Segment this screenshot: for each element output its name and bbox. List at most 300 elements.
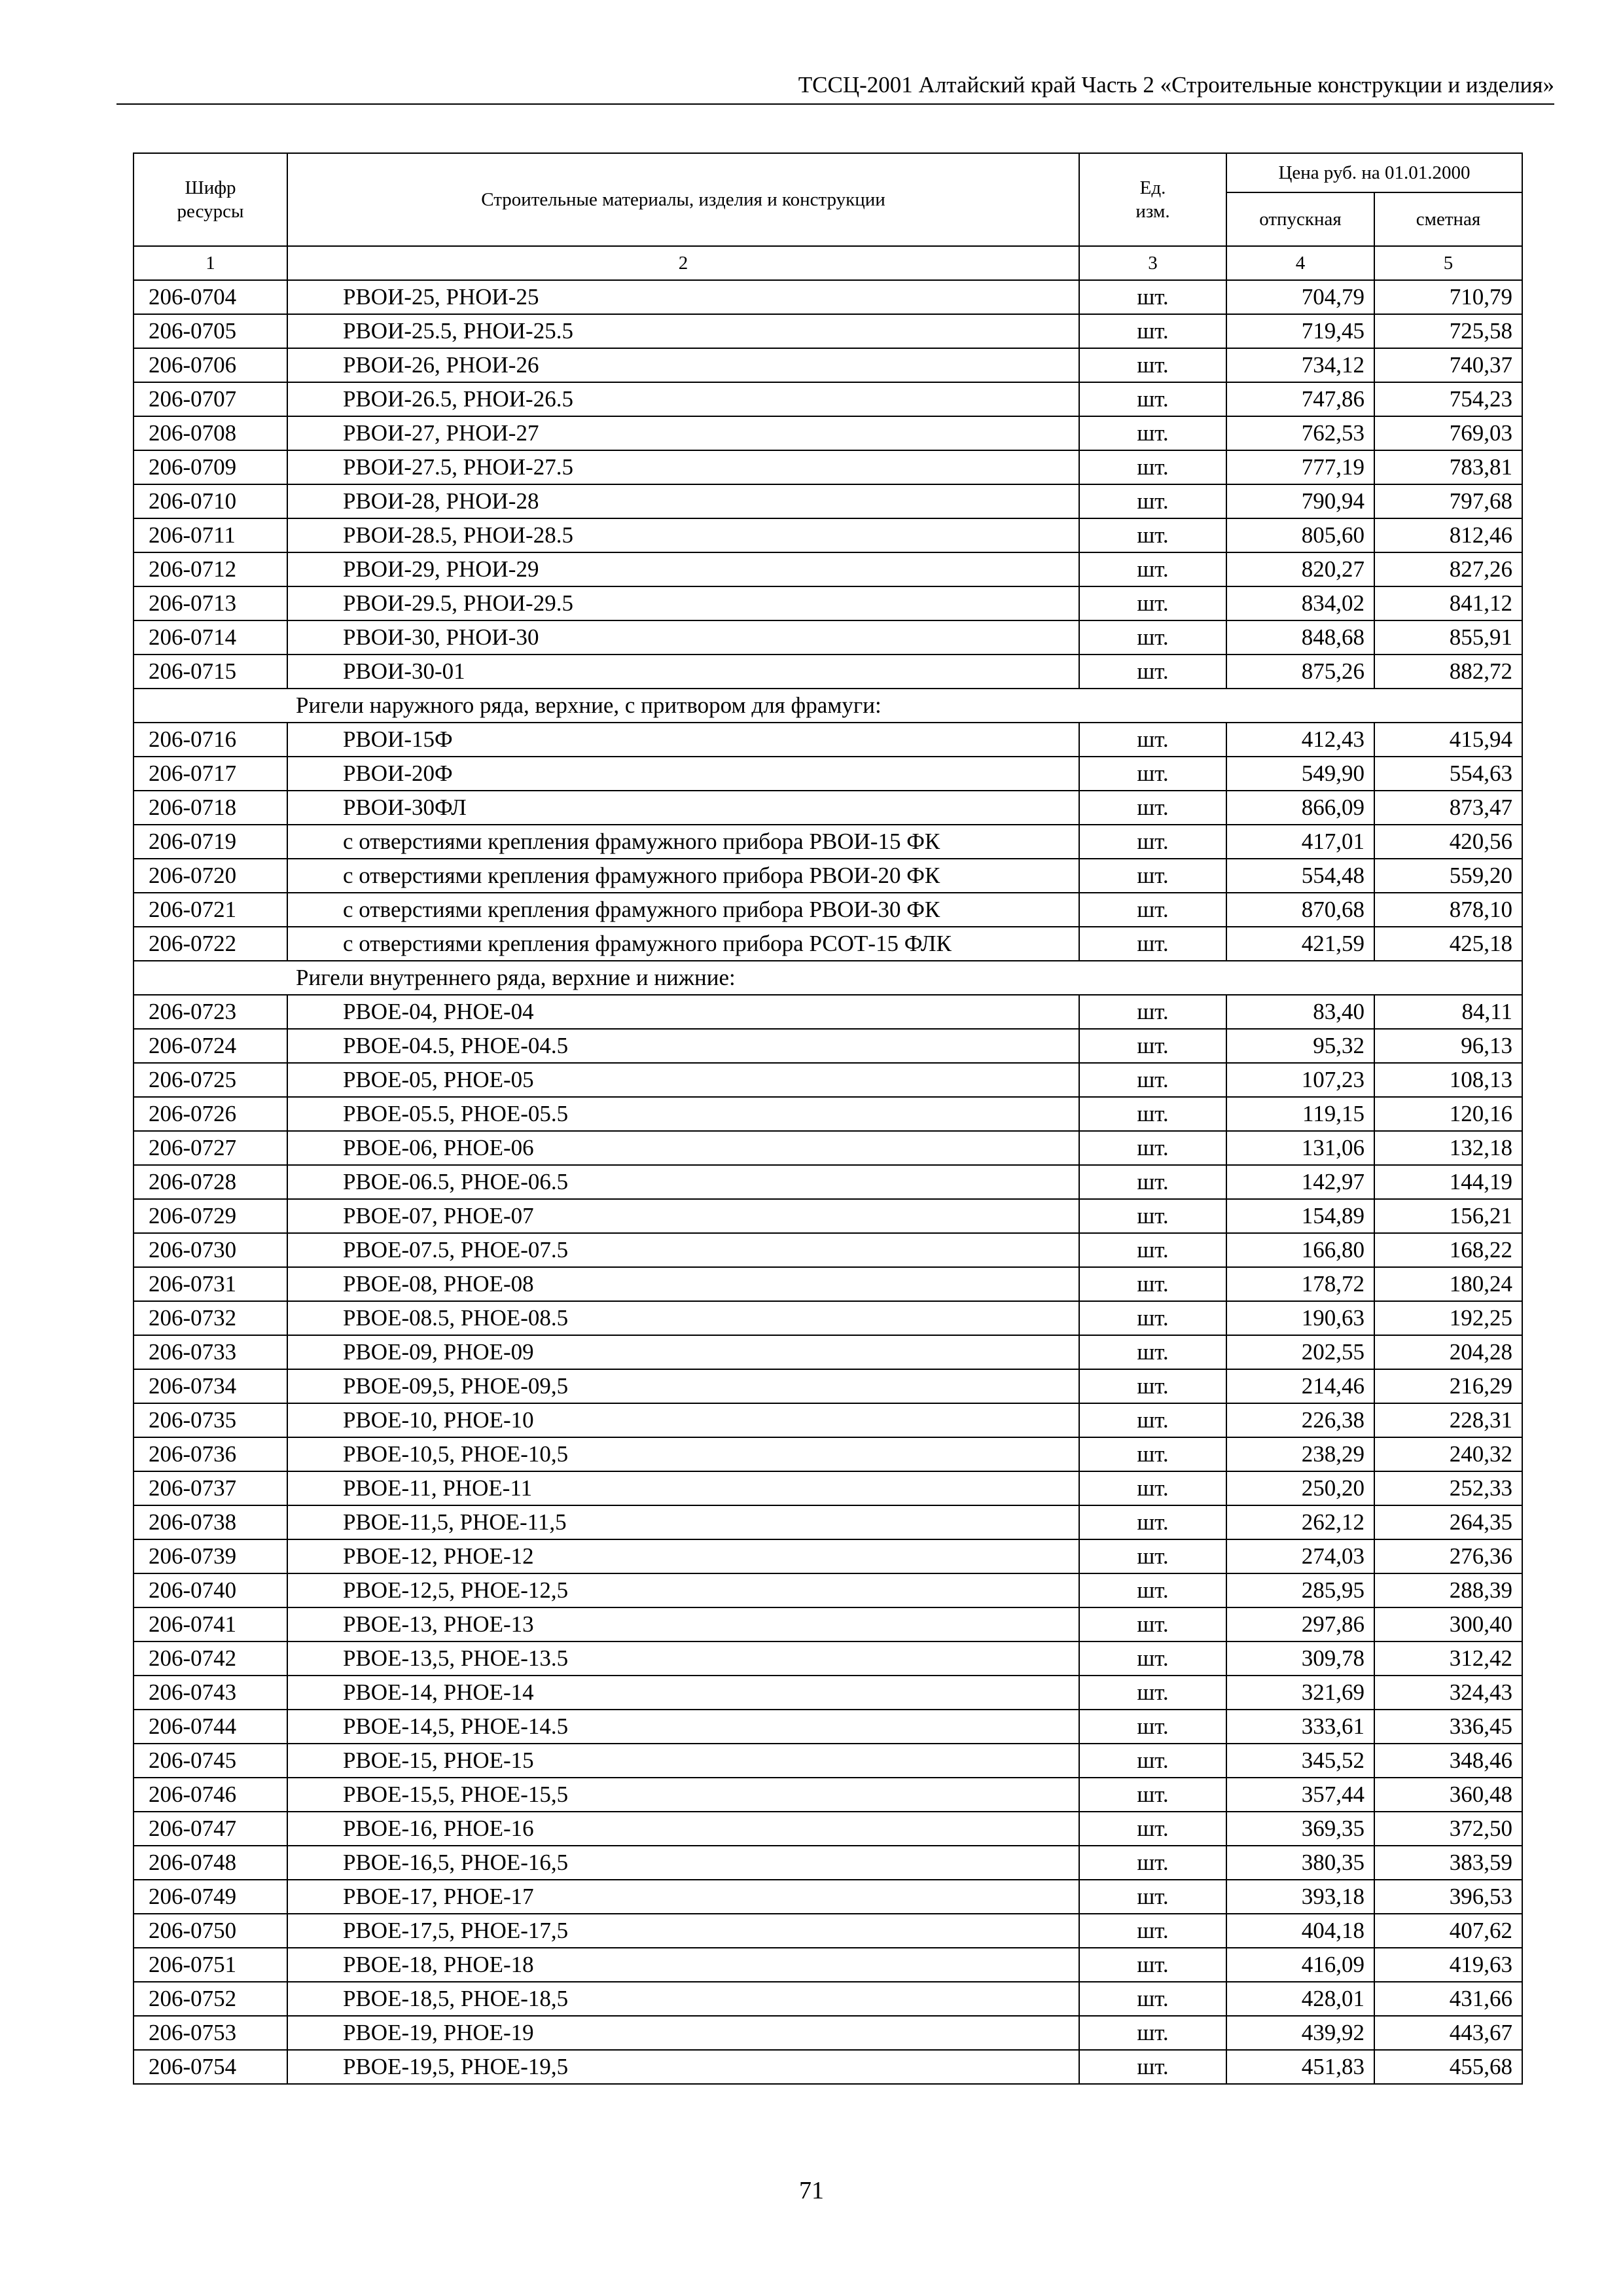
cell-estimate-price: 878,10 [1374, 893, 1522, 927]
cell-unit: шт. [1079, 1778, 1226, 1812]
cell-code: 206-0709 [134, 450, 287, 484]
cell-release-price: 107,23 [1226, 1063, 1374, 1097]
cell-code: 206-0713 [134, 586, 287, 620]
table-row [134, 859, 1522, 893]
table-row [134, 518, 1522, 552]
cell-unit: шт. [1079, 723, 1226, 757]
cell-unit: шт. [1079, 825, 1226, 859]
cell-release-price: 704,79 [1226, 280, 1374, 314]
cell-unit: шт. [1079, 1880, 1226, 1914]
cell-code: 206-0706 [134, 348, 287, 382]
table-row [134, 1471, 1522, 1505]
cell-name: РВОЕ-07, РНОЕ-07 [287, 1199, 1079, 1233]
cell-name: РВОЕ-06, РНОЕ-06 [287, 1131, 1079, 1165]
cell-unit: шт. [1079, 280, 1226, 314]
table-row [134, 484, 1522, 518]
cell-unit: шт. [1079, 1199, 1226, 1233]
cell-estimate-price: 168,22 [1374, 1233, 1522, 1267]
cell-estimate-price: 348,46 [1374, 1744, 1522, 1778]
cell-code: 206-0728 [134, 1165, 287, 1199]
cell-estimate-price: 855,91 [1374, 620, 1522, 655]
cell-code: 206-0747 [134, 1812, 287, 1846]
cell-code: 206-0751 [134, 1948, 287, 1982]
cell-name: РВОИ-30, РНОИ-30 [287, 620, 1079, 655]
cell-estimate-price: 797,68 [1374, 484, 1522, 518]
header-release-price: отпускная [1226, 192, 1374, 246]
cell-release-price: 131,06 [1226, 1131, 1374, 1165]
cell-release-price: 451,83 [1226, 2050, 1374, 2084]
cell-name: РВОИ-30-01 [287, 655, 1079, 689]
group-title: Ригели внутреннего ряда, верхние и нижние: [134, 961, 1522, 995]
cell-code: 206-0708 [134, 416, 287, 450]
cell-code: 206-0733 [134, 1335, 287, 1369]
cell-release-price: 178,72 [1226, 1267, 1374, 1301]
cell-release-price: 345,52 [1226, 1744, 1374, 1778]
table-row [134, 1914, 1522, 1948]
cell-name: РВОЕ-18,5, РНОЕ-18,5 [287, 1982, 1079, 2016]
cell-release-price: 417,01 [1226, 825, 1374, 859]
cell-estimate-price: 276,36 [1374, 1539, 1522, 1573]
cell-code: 206-0740 [134, 1573, 287, 1607]
cell-release-price: 719,45 [1226, 314, 1374, 348]
cell-release-price: 142,97 [1226, 1165, 1374, 1199]
table-row [134, 893, 1522, 927]
cell-name: РВОЕ-15, РНОЕ-15 [287, 1744, 1079, 1778]
cell-release-price: 421,59 [1226, 927, 1374, 961]
cell-unit: шт. [1079, 893, 1226, 927]
cell-release-price: 393,18 [1226, 1880, 1374, 1914]
table-row [134, 620, 1522, 655]
table-row [134, 1335, 1522, 1369]
cell-unit: шт. [1079, 791, 1226, 825]
cell-unit: шт. [1079, 1369, 1226, 1403]
cell-code: 206-0732 [134, 1301, 287, 1335]
cell-estimate-price: 372,50 [1374, 1812, 1522, 1846]
cell-name: с отверстиями крепления фрамужного прибора РВОИ-20 ФК [287, 859, 1079, 893]
table-row [134, 1165, 1522, 1199]
header-code: Шифр ресурсы [134, 153, 287, 246]
table-row [134, 1233, 1522, 1267]
cell-name: РВОИ-26.5, РНОИ-26.5 [287, 382, 1079, 416]
cell-release-price: 274,03 [1226, 1539, 1374, 1573]
cell-unit: шт. [1079, 1573, 1226, 1607]
cell-unit: шт. [1079, 2050, 1226, 2084]
cell-code: 206-0745 [134, 1744, 287, 1778]
cell-name: РВОИ-27, РНОИ-27 [287, 416, 1079, 450]
cell-code: 206-0743 [134, 1676, 287, 1710]
cell-release-price: 238,29 [1226, 1437, 1374, 1471]
cell-code: 206-0739 [134, 1539, 287, 1573]
cell-release-price: 285,95 [1226, 1573, 1374, 1607]
cell-release-price: 297,86 [1226, 1607, 1374, 1641]
table-row [134, 1097, 1522, 1131]
table-row [134, 927, 1522, 961]
cell-code: 206-0754 [134, 2050, 287, 2084]
cell-unit: шт. [1079, 1063, 1226, 1097]
table-row [134, 723, 1522, 757]
table-row [134, 1403, 1522, 1437]
cell-code: 206-0734 [134, 1369, 287, 1403]
cell-estimate-price: 84,11 [1374, 995, 1522, 1029]
cell-unit: шт. [1079, 1301, 1226, 1335]
cell-release-price: 226,38 [1226, 1403, 1374, 1437]
table-row [134, 1063, 1522, 1097]
cell-release-price: 439,92 [1226, 2016, 1374, 2050]
cell-release-price: 309,78 [1226, 1641, 1374, 1676]
cell-name: РВОЕ-16, РНОЕ-16 [287, 1812, 1079, 1846]
cell-name: РВОЕ-05.5, РНОЕ-05.5 [287, 1097, 1079, 1131]
table-row [134, 825, 1522, 859]
table-row [134, 1744, 1522, 1778]
cell-unit: шт. [1079, 1403, 1226, 1437]
cell-code: 206-0727 [134, 1131, 287, 1165]
cell-release-price: 554,48 [1226, 859, 1374, 893]
cell-code: 206-0730 [134, 1233, 287, 1267]
cell-code: 206-0717 [134, 757, 287, 791]
cell-release-price: 404,18 [1226, 1914, 1374, 1948]
cell-release-price: 166,80 [1226, 1233, 1374, 1267]
cell-name: с отверстиями крепления фрамужного прибора РВОИ-15 ФК [287, 825, 1079, 859]
table-row [134, 2050, 1522, 2084]
cell-unit: шт. [1079, 1744, 1226, 1778]
cell-unit: шт. [1079, 1029, 1226, 1063]
cell-release-price: 747,86 [1226, 382, 1374, 416]
cell-unit: шт. [1079, 1131, 1226, 1165]
cell-name: РВОЕ-07.5, РНОЕ-07.5 [287, 1233, 1079, 1267]
cell-code: 206-0725 [134, 1063, 287, 1097]
cell-name: РВОЕ-12, РНОЕ-12 [287, 1539, 1079, 1573]
cell-name: РВОЕ-17, РНОЕ-17 [287, 1880, 1079, 1914]
cell-estimate-price: 812,46 [1374, 518, 1522, 552]
cell-release-price: 875,26 [1226, 655, 1374, 689]
cell-name: РВОЕ-05, РНОЕ-05 [287, 1063, 1079, 1097]
cell-estimate-price: 300,40 [1374, 1607, 1522, 1641]
cell-code: 206-0704 [134, 280, 287, 314]
cell-unit: шт. [1079, 1982, 1226, 2016]
table-row [134, 1710, 1522, 1744]
cell-name: РВОЕ-04.5, РНОЕ-04.5 [287, 1029, 1079, 1063]
group-row [134, 961, 1522, 995]
cell-unit: шт. [1079, 1676, 1226, 1710]
cell-unit: шт. [1079, 620, 1226, 655]
cell-release-price: 262,12 [1226, 1505, 1374, 1539]
cell-name: РВОИ-28.5, РНОИ-28.5 [287, 518, 1079, 552]
cell-code: 206-0719 [134, 825, 287, 859]
cell-unit: шт. [1079, 1267, 1226, 1301]
cell-estimate-price: 204,28 [1374, 1335, 1522, 1369]
cell-name: РВОЕ-15,5, РНОЕ-15,5 [287, 1778, 1079, 1812]
cell-name: РВОИ-29, РНОИ-29 [287, 552, 1079, 586]
cell-estimate-price: 455,68 [1374, 2050, 1522, 2084]
cell-estimate-price: 425,18 [1374, 927, 1522, 961]
cell-unit: шт. [1079, 927, 1226, 961]
cell-name: РВОЕ-10,5, РНОЕ-10,5 [287, 1437, 1079, 1471]
cell-unit: шт. [1079, 348, 1226, 382]
table-row [134, 1505, 1522, 1539]
cell-estimate-price: 882,72 [1374, 655, 1522, 689]
price-table [133, 152, 1523, 2085]
cell-unit: шт. [1079, 757, 1226, 791]
cell-estimate-price: 841,12 [1374, 586, 1522, 620]
table-row [134, 552, 1522, 586]
cell-code: 206-0705 [134, 314, 287, 348]
cell-code: 206-0748 [134, 1846, 287, 1880]
table-row [134, 382, 1522, 416]
cell-name: РВОИ-30ФЛ [287, 791, 1079, 825]
cell-estimate-price: 216,29 [1374, 1369, 1522, 1403]
table-row [134, 1778, 1522, 1812]
cell-code: 206-0738 [134, 1505, 287, 1539]
cell-unit: шт. [1079, 1505, 1226, 1539]
cell-estimate-price: 710,79 [1374, 280, 1522, 314]
cell-estimate-price: 396,53 [1374, 1880, 1522, 1914]
cell-release-price: 214,46 [1226, 1369, 1374, 1403]
cell-unit: шт. [1079, 314, 1226, 348]
cell-estimate-price: 108,13 [1374, 1063, 1522, 1097]
cell-estimate-price: 383,59 [1374, 1846, 1522, 1880]
table-row [134, 586, 1522, 620]
cell-unit: шт. [1079, 1846, 1226, 1880]
cell-name: РВОИ-29.5, РНОИ-29.5 [287, 586, 1079, 620]
cell-code: 206-0724 [134, 1029, 287, 1063]
cell-unit: шт. [1079, 1233, 1226, 1267]
cell-unit: шт. [1079, 995, 1226, 1029]
table-row [134, 1437, 1522, 1471]
cell-release-price: 777,19 [1226, 450, 1374, 484]
cell-release-price: 190,63 [1226, 1301, 1374, 1335]
cell-estimate-price: 96,13 [1374, 1029, 1522, 1063]
cell-estimate-price: 252,33 [1374, 1471, 1522, 1505]
table-row [134, 1812, 1522, 1846]
cell-name: РВОЕ-17,5, РНОЕ-17,5 [287, 1914, 1079, 1948]
table-row [134, 1607, 1522, 1641]
cell-code: 206-0714 [134, 620, 287, 655]
table-row [134, 655, 1522, 689]
table-row [134, 1539, 1522, 1573]
cell-release-price: 333,61 [1226, 1710, 1374, 1744]
table-row [134, 416, 1522, 450]
table-row [134, 1267, 1522, 1301]
cell-unit: шт. [1079, 1471, 1226, 1505]
table-row [134, 1982, 1522, 2016]
cell-name: РВОЕ-13, РНОЕ-13 [287, 1607, 1079, 1641]
cell-estimate-price: 180,24 [1374, 1267, 1522, 1301]
cell-code: 206-0752 [134, 1982, 287, 2016]
cell-name: РВОИ-20Ф [287, 757, 1079, 791]
table-row [134, 791, 1522, 825]
cell-estimate-price: 783,81 [1374, 450, 1522, 484]
cell-unit: шт. [1079, 655, 1226, 689]
cell-name: РВОЕ-19, РНОЕ-19 [287, 2016, 1079, 2050]
cell-unit: шт. [1079, 1607, 1226, 1641]
cell-unit: шт. [1079, 1437, 1226, 1471]
cell-release-price: 412,43 [1226, 723, 1374, 757]
cell-estimate-price: 156,21 [1374, 1199, 1522, 1233]
cell-unit: шт. [1079, 1165, 1226, 1199]
cell-estimate-price: 132,18 [1374, 1131, 1522, 1165]
table-row [134, 280, 1522, 314]
table-row [134, 348, 1522, 382]
cell-code: 206-0723 [134, 995, 287, 1029]
cell-estimate-price: 559,20 [1374, 859, 1522, 893]
cell-code: 206-0736 [134, 1437, 287, 1471]
cell-name: РВОИ-26, РНОИ-26 [287, 348, 1079, 382]
cell-name: РВОЕ-19,5, РНОЕ-19,5 [287, 2050, 1079, 2084]
cell-unit: шт. [1079, 382, 1226, 416]
group-row [134, 689, 1522, 723]
cell-release-price: 380,35 [1226, 1846, 1374, 1880]
page-running-header: ТССЦ-2001 Алтайский край Часть 2 «Строительные конструкции и изделия» [798, 72, 1554, 98]
table-row [134, 1199, 1522, 1233]
cell-release-price: 820,27 [1226, 552, 1374, 586]
cell-release-price: 428,01 [1226, 1982, 1374, 2016]
table-row [134, 995, 1522, 1029]
cell-code: 206-0715 [134, 655, 287, 689]
table-row [134, 1029, 1522, 1063]
cell-name: РВОЕ-12,5, РНОЕ-12,5 [287, 1573, 1079, 1607]
cell-code: 206-0750 [134, 1914, 287, 1948]
cell-release-price: 154,89 [1226, 1199, 1374, 1233]
column-number: 4 [1226, 246, 1374, 280]
table-row [134, 1301, 1522, 1335]
cell-unit: шт. [1079, 586, 1226, 620]
cell-name: РВОЕ-13,5, РНОЕ-13.5 [287, 1641, 1079, 1676]
page-number: 71 [799, 2177, 824, 2204]
cell-name: РВОЕ-04, РНОЕ-04 [287, 995, 1079, 1029]
cell-unit: шт. [1079, 552, 1226, 586]
cell-name: РВОИ-25.5, РНОИ-25.5 [287, 314, 1079, 348]
cell-release-price: 369,35 [1226, 1812, 1374, 1846]
cell-release-price: 762,53 [1226, 416, 1374, 450]
cell-estimate-price: 740,37 [1374, 348, 1522, 382]
cell-estimate-price: 324,43 [1374, 1676, 1522, 1710]
cell-name: РВОЕ-08.5, РНОЕ-08.5 [287, 1301, 1079, 1335]
cell-name: РВОЕ-18, РНОЕ-18 [287, 1948, 1079, 1982]
table-row [134, 1880, 1522, 1914]
cell-release-price: 790,94 [1226, 484, 1374, 518]
cell-release-price: 549,90 [1226, 757, 1374, 791]
cell-release-price: 866,09 [1226, 791, 1374, 825]
cell-code: 206-0711 [134, 518, 287, 552]
cell-code: 206-0726 [134, 1097, 287, 1131]
table-row [134, 1573, 1522, 1607]
cell-name: РВОЕ-16,5, РНОЕ-16,5 [287, 1846, 1079, 1880]
table-row [134, 1846, 1522, 1880]
cell-release-price: 357,44 [1226, 1778, 1374, 1812]
cell-unit: шт. [1079, 1097, 1226, 1131]
cell-release-price: 834,02 [1226, 586, 1374, 620]
cell-unit: шт. [1079, 1948, 1226, 1982]
cell-release-price: 95,32 [1226, 1029, 1374, 1063]
cell-release-price: 83,40 [1226, 995, 1374, 1029]
cell-name: РВОИ-27.5, РНОИ-27.5 [287, 450, 1079, 484]
cell-estimate-price: 554,63 [1374, 757, 1522, 791]
cell-name: РВОЕ-10, РНОЕ-10 [287, 1403, 1079, 1437]
header-divider [116, 103, 1554, 105]
column-number: 1 [134, 246, 287, 280]
cell-estimate-price: 420,56 [1374, 825, 1522, 859]
cell-estimate-price: 443,67 [1374, 2016, 1522, 2050]
cell-estimate-price: 120,16 [1374, 1097, 1522, 1131]
cell-code: 206-0722 [134, 927, 287, 961]
cell-code: 206-0707 [134, 382, 287, 416]
table-row [134, 1676, 1522, 1710]
cell-release-price: 202,55 [1226, 1335, 1374, 1369]
cell-unit: шт. [1079, 1812, 1226, 1846]
cell-name: РВОЕ-06.5, РНОЕ-06.5 [287, 1165, 1079, 1199]
table-row [134, 1641, 1522, 1676]
column-number: 2 [287, 246, 1079, 280]
group-title: Ригели наружного ряда, верхние, с притвором для фрамуги: [134, 689, 1522, 723]
cell-estimate-price: 144,19 [1374, 1165, 1522, 1199]
column-number: 5 [1374, 246, 1522, 280]
cell-code: 206-0737 [134, 1471, 287, 1505]
cell-name: РВОЕ-08, РНОЕ-08 [287, 1267, 1079, 1301]
cell-unit: шт. [1079, 518, 1226, 552]
cell-release-price: 119,15 [1226, 1097, 1374, 1131]
cell-name: РВОЕ-14,5, РНОЕ-14.5 [287, 1710, 1079, 1744]
table-row [134, 1948, 1522, 1982]
cell-unit: шт. [1079, 1914, 1226, 1948]
cell-name: РВОИ-25, РНОИ-25 [287, 280, 1079, 314]
cell-name: РВОЕ-09,5, РНОЕ-09,5 [287, 1369, 1079, 1403]
cell-release-price: 250,20 [1226, 1471, 1374, 1505]
cell-unit: шт. [1079, 2016, 1226, 2050]
cell-name: РВОИ-15Ф [287, 723, 1079, 757]
cell-estimate-price: 827,26 [1374, 552, 1522, 586]
cell-name: РВОЕ-11,5, РНОЕ-11,5 [287, 1505, 1079, 1539]
cell-release-price: 805,60 [1226, 518, 1374, 552]
cell-estimate-price: 360,48 [1374, 1778, 1522, 1812]
table-body [134, 280, 1522, 2084]
cell-name: РВОЕ-14, РНОЕ-14 [287, 1676, 1079, 1710]
cell-estimate-price: 431,66 [1374, 1982, 1522, 2016]
cell-code: 206-0721 [134, 893, 287, 927]
column-number: 3 [1079, 246, 1226, 280]
table-row [134, 314, 1522, 348]
cell-code: 206-0712 [134, 552, 287, 586]
cell-release-price: 870,68 [1226, 893, 1374, 927]
cell-unit: шт. [1079, 1710, 1226, 1744]
cell-code: 206-0749 [134, 1880, 287, 1914]
cell-unit: шт. [1079, 859, 1226, 893]
cell-code: 206-0718 [134, 791, 287, 825]
cell-estimate-price: 336,45 [1374, 1710, 1522, 1744]
table-row [134, 1131, 1522, 1165]
cell-name: РВОЕ-11, РНОЕ-11 [287, 1471, 1079, 1505]
cell-unit: шт. [1079, 1335, 1226, 1369]
cell-name: РВОИ-28, РНОИ-28 [287, 484, 1079, 518]
header-estimate-price: сметная [1374, 192, 1522, 246]
cell-estimate-price: 264,35 [1374, 1505, 1522, 1539]
cell-estimate-price: 754,23 [1374, 382, 1522, 416]
cell-estimate-price: 192,25 [1374, 1301, 1522, 1335]
cell-code: 206-0720 [134, 859, 287, 893]
cell-estimate-price: 873,47 [1374, 791, 1522, 825]
cell-unit: шт. [1079, 450, 1226, 484]
cell-name: РВОЕ-09, РНОЕ-09 [287, 1335, 1079, 1369]
cell-code: 206-0729 [134, 1199, 287, 1233]
cell-estimate-price: 240,32 [1374, 1437, 1522, 1471]
cell-unit: шт. [1079, 1641, 1226, 1676]
cell-code: 206-0744 [134, 1710, 287, 1744]
cell-estimate-price: 228,31 [1374, 1403, 1522, 1437]
cell-unit: шт. [1079, 1539, 1226, 1573]
header-name: Строительные материалы, изделия и конструкции [287, 153, 1079, 246]
cell-release-price: 321,69 [1226, 1676, 1374, 1710]
cell-code: 206-0735 [134, 1403, 287, 1437]
cell-estimate-price: 288,39 [1374, 1573, 1522, 1607]
